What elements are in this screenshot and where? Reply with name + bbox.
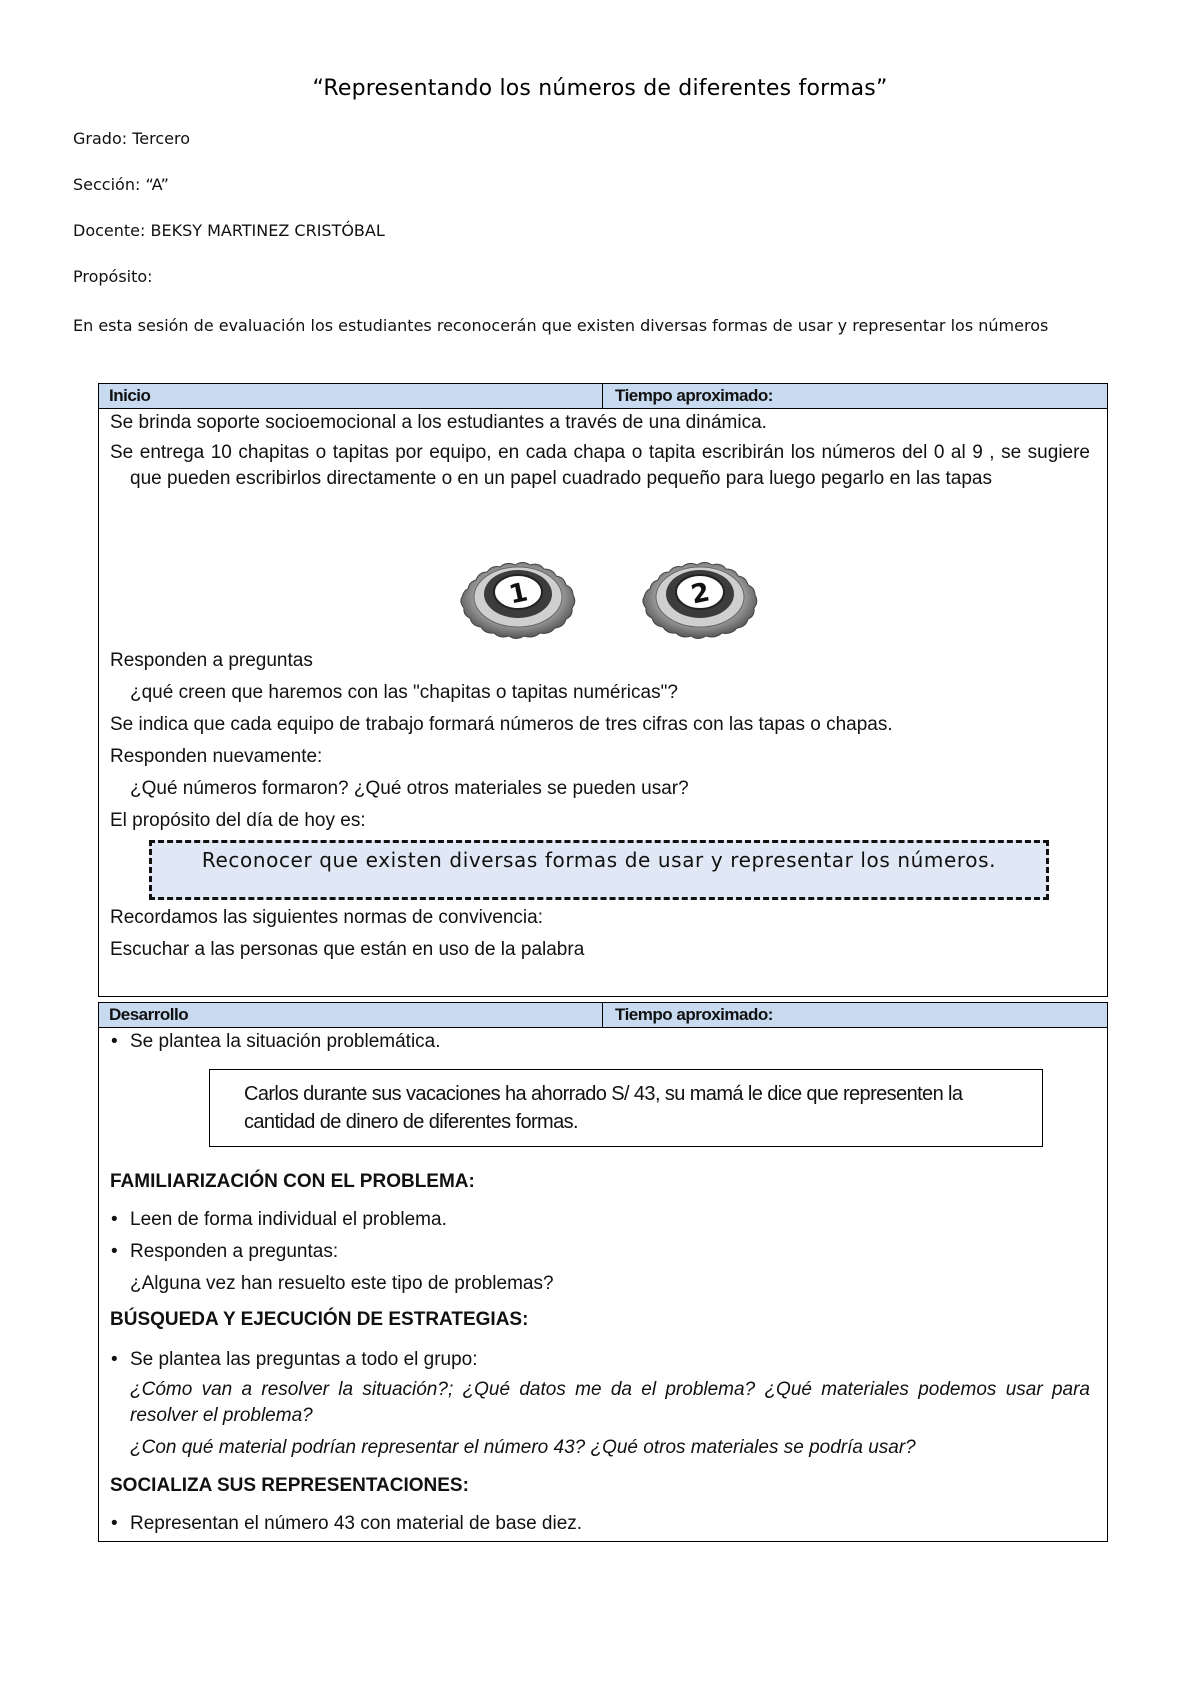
- purpose-label: Propósito:: [73, 267, 153, 286]
- desarrollo-bullet-4: • Se plantea las preguntas a todo el grupo:: [130, 1349, 478, 1371]
- purpose-highlight-box: Reconocer que existen diversas formas de usar y representar los números.: [149, 840, 1049, 900]
- section-line: Sección: “A”: [73, 175, 169, 194]
- inicio-line-5: Se indica que cada equipo de trabajo formará números de tres cifras con las tapas o chapas.: [110, 714, 893, 735]
- problem-box: Carlos durante sus vacaciones ha ahorrado S/ 43, su mamá le dice que representen la cantidad de dinero de diferentes formas.: [209, 1069, 1043, 1147]
- bottle-cap-2-icon: [636, 542, 766, 642]
- inicio-line-3: Responden a preguntas: [110, 650, 313, 671]
- desarrollo-header: [99, 1003, 1107, 1028]
- document-title: “Representando los números de diferentes formas”: [312, 76, 888, 101]
- heading-familiarizacion: FAMILIARIZACIÓN CON EL PROBLEMA:: [110, 1171, 475, 1192]
- bottle-cap-1-icon: [454, 542, 584, 642]
- inicio-header: [99, 384, 1107, 409]
- desarrollo-table: [98, 1002, 1108, 1542]
- inicio-line-8: El propósito del día de hoy es:: [110, 810, 366, 831]
- inicio-line-10: Escuchar a las personas que están en uso de la palabra: [110, 939, 585, 960]
- inicio-line-6: Responden nuevamente:: [110, 746, 323, 767]
- inicio-question-1: ¿qué creen que haremos con las "chapitas o tapitas numéricas"?: [130, 682, 678, 703]
- inicio-line-9: Recordamos las siguientes normas de convivencia:: [110, 907, 543, 928]
- cap-number-2: 2: [688, 577, 713, 611]
- desarrollo-question-1: ¿Alguna vez han resuelto este tipo de problemas?: [130, 1273, 554, 1294]
- purpose-text: En esta sesión de evaluación los estudiantes reconocerán que existen diversas formas de usar y representar los números: [73, 316, 1049, 335]
- inicio-question-2: ¿Qué números formaron? ¿Qué otros materiales se pueden usar?: [130, 778, 689, 799]
- desarrollo-bullet-5: • Representan el número 43 con material de base diez.: [130, 1513, 582, 1535]
- desarrollo-bullet-1: • Se plantea la situación problemática.: [130, 1031, 441, 1053]
- grade-line: Grado: Tercero: [73, 129, 190, 148]
- inicio-time-label: Tiempo aproximado:: [615, 386, 773, 405]
- desarrollo-bullet-3: • Responden a preguntas:: [130, 1241, 338, 1263]
- teacher-line: Docente: BEKSY MARTINEZ CRISTÓBAL: [73, 221, 385, 240]
- inicio-label: Inicio: [99, 384, 603, 408]
- cap-number-1: 1: [506, 577, 531, 611]
- heading-socializa: SOCIALIZA SUS REPRESENTACIONES:: [110, 1475, 469, 1496]
- desarrollo-bullet-2: • Leen de forma individual el problema.: [130, 1209, 447, 1231]
- desarrollo-question-2: ¿Cómo van a resolver la situación?; ¿Qué datos me da el problema? ¿Qué materiales podemos usar para resolver el problema?: [130, 1379, 1090, 1426]
- desarrollo-label: Desarrollo: [99, 1003, 603, 1027]
- inicio-line-2: Se entrega 10 chapitas o tapitas por equipo, en cada chapa o tapita escribirán los números del 0 al 9 , se sugiere que pueden escribirlos directamente o en un papel cuadrado pequeño para luego pegarlo en las tapas: [110, 442, 1090, 489]
- inicio-table: [98, 383, 1108, 997]
- desarrollo-time-label: Tiempo aproximado:: [615, 1005, 773, 1024]
- heading-busqueda: BÚSQUEDA Y EJECUCIÓN DE ESTRATEGIAS:: [110, 1309, 529, 1330]
- inicio-line-1: Se brinda soporte socioemocional a los estudiantes a través de una dinámica.: [110, 412, 767, 433]
- desarrollo-question-3: ¿Con qué material podrían representar el número 43? ¿Qué otros materiales se podría usar?: [130, 1437, 916, 1458]
